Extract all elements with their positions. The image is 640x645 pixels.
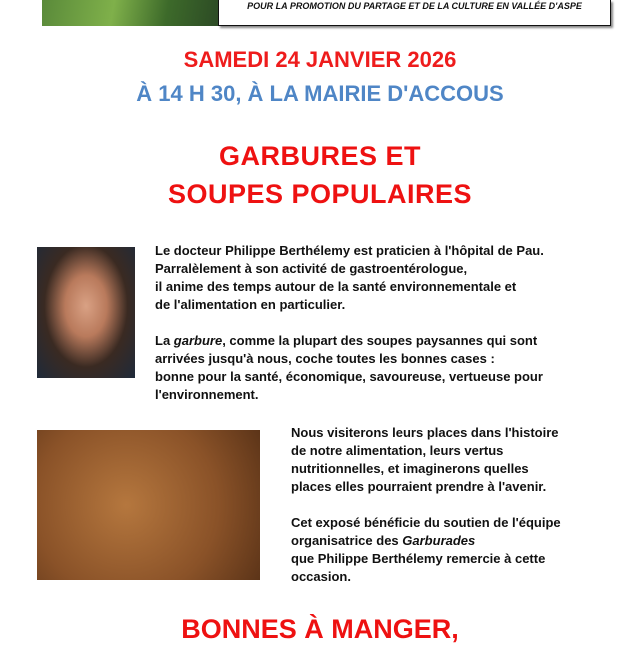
text-line: places elles pourraient prendre à l'avenir. — [291, 479, 547, 494]
title-line-1: GARBURES ET — [218, 141, 421, 171]
header-banner — [218, 0, 611, 26]
emphasis: garbure — [173, 333, 223, 348]
header-landscape-image — [42, 0, 219, 26]
text-line: de l'alimentation en particulier. — [155, 297, 346, 312]
text-line: de notre alimentation, leurs vertus — [291, 443, 504, 458]
vegetables-photo — [37, 430, 260, 580]
text-line: arrivées jusqu'à nous, coche toutes les bonnes cases : — [155, 351, 495, 366]
bottom-heading: BONNES À MANGER, — [181, 614, 459, 644]
text: , comme la plupart des soupes paysannes qui sont — [222, 333, 538, 348]
text-line: occasion. — [291, 569, 351, 584]
text-line: Nous visiterons leurs places dans l'histoire — [291, 425, 559, 440]
text-line: bonne pour la santé, économique, savoureuse, vertueuse pour — [155, 369, 543, 384]
text: organisatrice des — [291, 533, 403, 548]
event-time-place: À 14 H 30, À LA MAIRIE D'ACCOUS — [136, 81, 504, 106]
text-line: l'environnement. — [155, 387, 259, 402]
speaker-description — [155, 242, 615, 404]
emphasis: Garburades — [402, 533, 476, 548]
text: La — [155, 333, 174, 348]
text-line: il anime des temps autour de la santé environnementale et — [155, 279, 517, 294]
text-line — [291, 532, 611, 550]
title-line-2: SOUPES POPULAIRES — [167, 179, 473, 209]
header-tagline: POUR LA PROMOTION DU PARTAGE ET DE LA CULTURE EN VALLÉE D'ASPE — [247, 1, 582, 11]
event-date: SAMEDI 24 JANVIER 2026 — [183, 47, 457, 72]
text-line: Parralèlement à son activité de gastroentérologue, — [155, 261, 468, 276]
talk-description — [291, 424, 611, 586]
text-line: que Philippe Berthélemy remercie à cette — [291, 551, 546, 566]
text-line — [155, 332, 615, 350]
text-line: nutritionnelles, et imaginerons quelles — [291, 461, 529, 476]
text-line: Le docteur Philippe Berthélemy est praticien à l'hôpital de Pau. — [155, 243, 544, 258]
text-line: Cet exposé bénéficie du soutien de l'équipe — [291, 515, 561, 530]
speaker-photo — [37, 247, 135, 378]
